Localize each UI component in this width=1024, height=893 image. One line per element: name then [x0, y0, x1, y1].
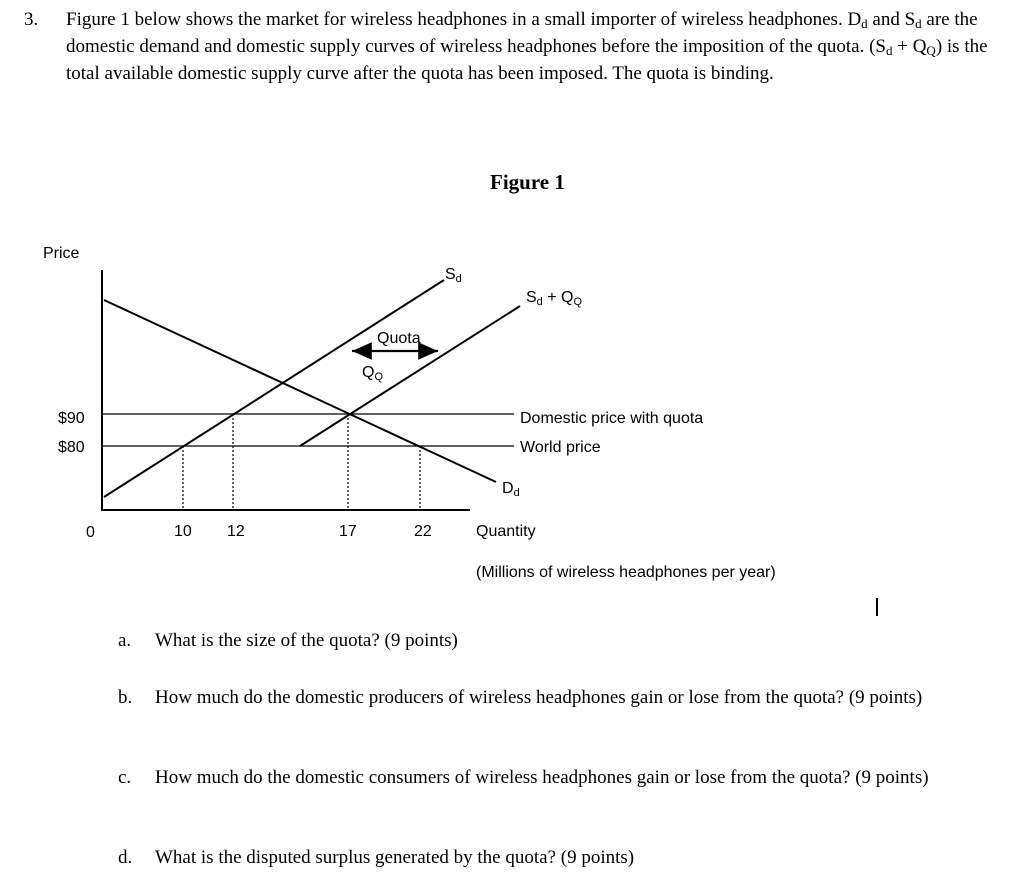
subscript: d: [513, 487, 520, 499]
intro-part: ) is the total available domestic supply curve after the quota has been imposed. The quota is binding.: [66, 36, 988, 84]
x-axis-label: Quantity: [476, 523, 536, 540]
supply-curve-label: Sd: [445, 266, 462, 285]
x-axis-sublabel: (Millions of wireless headphones per year): [476, 564, 776, 581]
intro-subscript: Q: [926, 43, 936, 58]
x-tick-12: 12: [227, 523, 245, 540]
subscript: Q: [573, 296, 583, 308]
subquestion-text: What is the disputed surplus generated by the quota? (9 points): [155, 847, 635, 868]
intro-part: and S: [867, 9, 916, 30]
subscript: d: [536, 296, 543, 308]
intro-part: + Q: [892, 36, 927, 57]
domestic-price-label: Domestic price with quota: [520, 410, 704, 427]
x-tick-22: 22: [414, 523, 432, 540]
quota-symbol: QQ: [362, 364, 384, 383]
subquestion-letter: a.: [118, 630, 132, 651]
question-number: 3.: [24, 9, 39, 30]
subquestion-letter: d.: [118, 847, 133, 868]
intro-subscript: d: [885, 43, 893, 58]
quota-label: Quota: [377, 330, 421, 347]
intro-part: are the domestic demand and domestic supply curves of wireless headphones before the imposition of the quota. (S: [66, 9, 978, 57]
subquestion-a: [118, 628, 998, 654]
subquestion-text: How much do the domestic consumers of wireless headphones gain or lose from the quota? (9 points): [155, 767, 929, 788]
y-tick-90: $90: [58, 410, 85, 427]
y-tick-80: $80: [58, 439, 85, 456]
intro-part: Figure 1 below shows the market for wireless headphones in a small importer of wireless headphones. D: [66, 9, 862, 30]
figure-title: Figure 1: [490, 170, 565, 194]
subquestion-c: [118, 765, 998, 791]
intro-subscript: d: [915, 16, 922, 31]
subquestion-text: What is the size of the quota? (9 points): [155, 630, 458, 651]
x-tick-17: 17: [339, 523, 357, 540]
supply-curve-sd: [104, 280, 444, 497]
x-tick-10: 10: [174, 523, 192, 540]
supply-plus-quota-label: Sd + QQ: [526, 289, 583, 308]
origin-label: 0: [86, 524, 95, 541]
subscript: d: [455, 273, 462, 285]
text-cursor: [876, 598, 878, 616]
subquestion-d: [118, 845, 998, 871]
y-axis-label: Price: [43, 245, 80, 262]
subscript: Q: [374, 371, 384, 383]
subquestion-text: How much do the domestic producers of wireless headphones gain or lose from the quota? (9 points): [155, 687, 923, 708]
subquestion-letter: b.: [118, 687, 133, 708]
world-price-label: World price: [520, 439, 601, 456]
subquestion-b: [118, 685, 998, 711]
demand-curve-dd: [104, 300, 496, 482]
intro-subscript: d: [861, 16, 868, 31]
supply-plus-quota-curve: [300, 306, 520, 446]
subquestion-letter: c.: [118, 767, 132, 788]
demand-curve-label: Dd: [502, 480, 520, 499]
